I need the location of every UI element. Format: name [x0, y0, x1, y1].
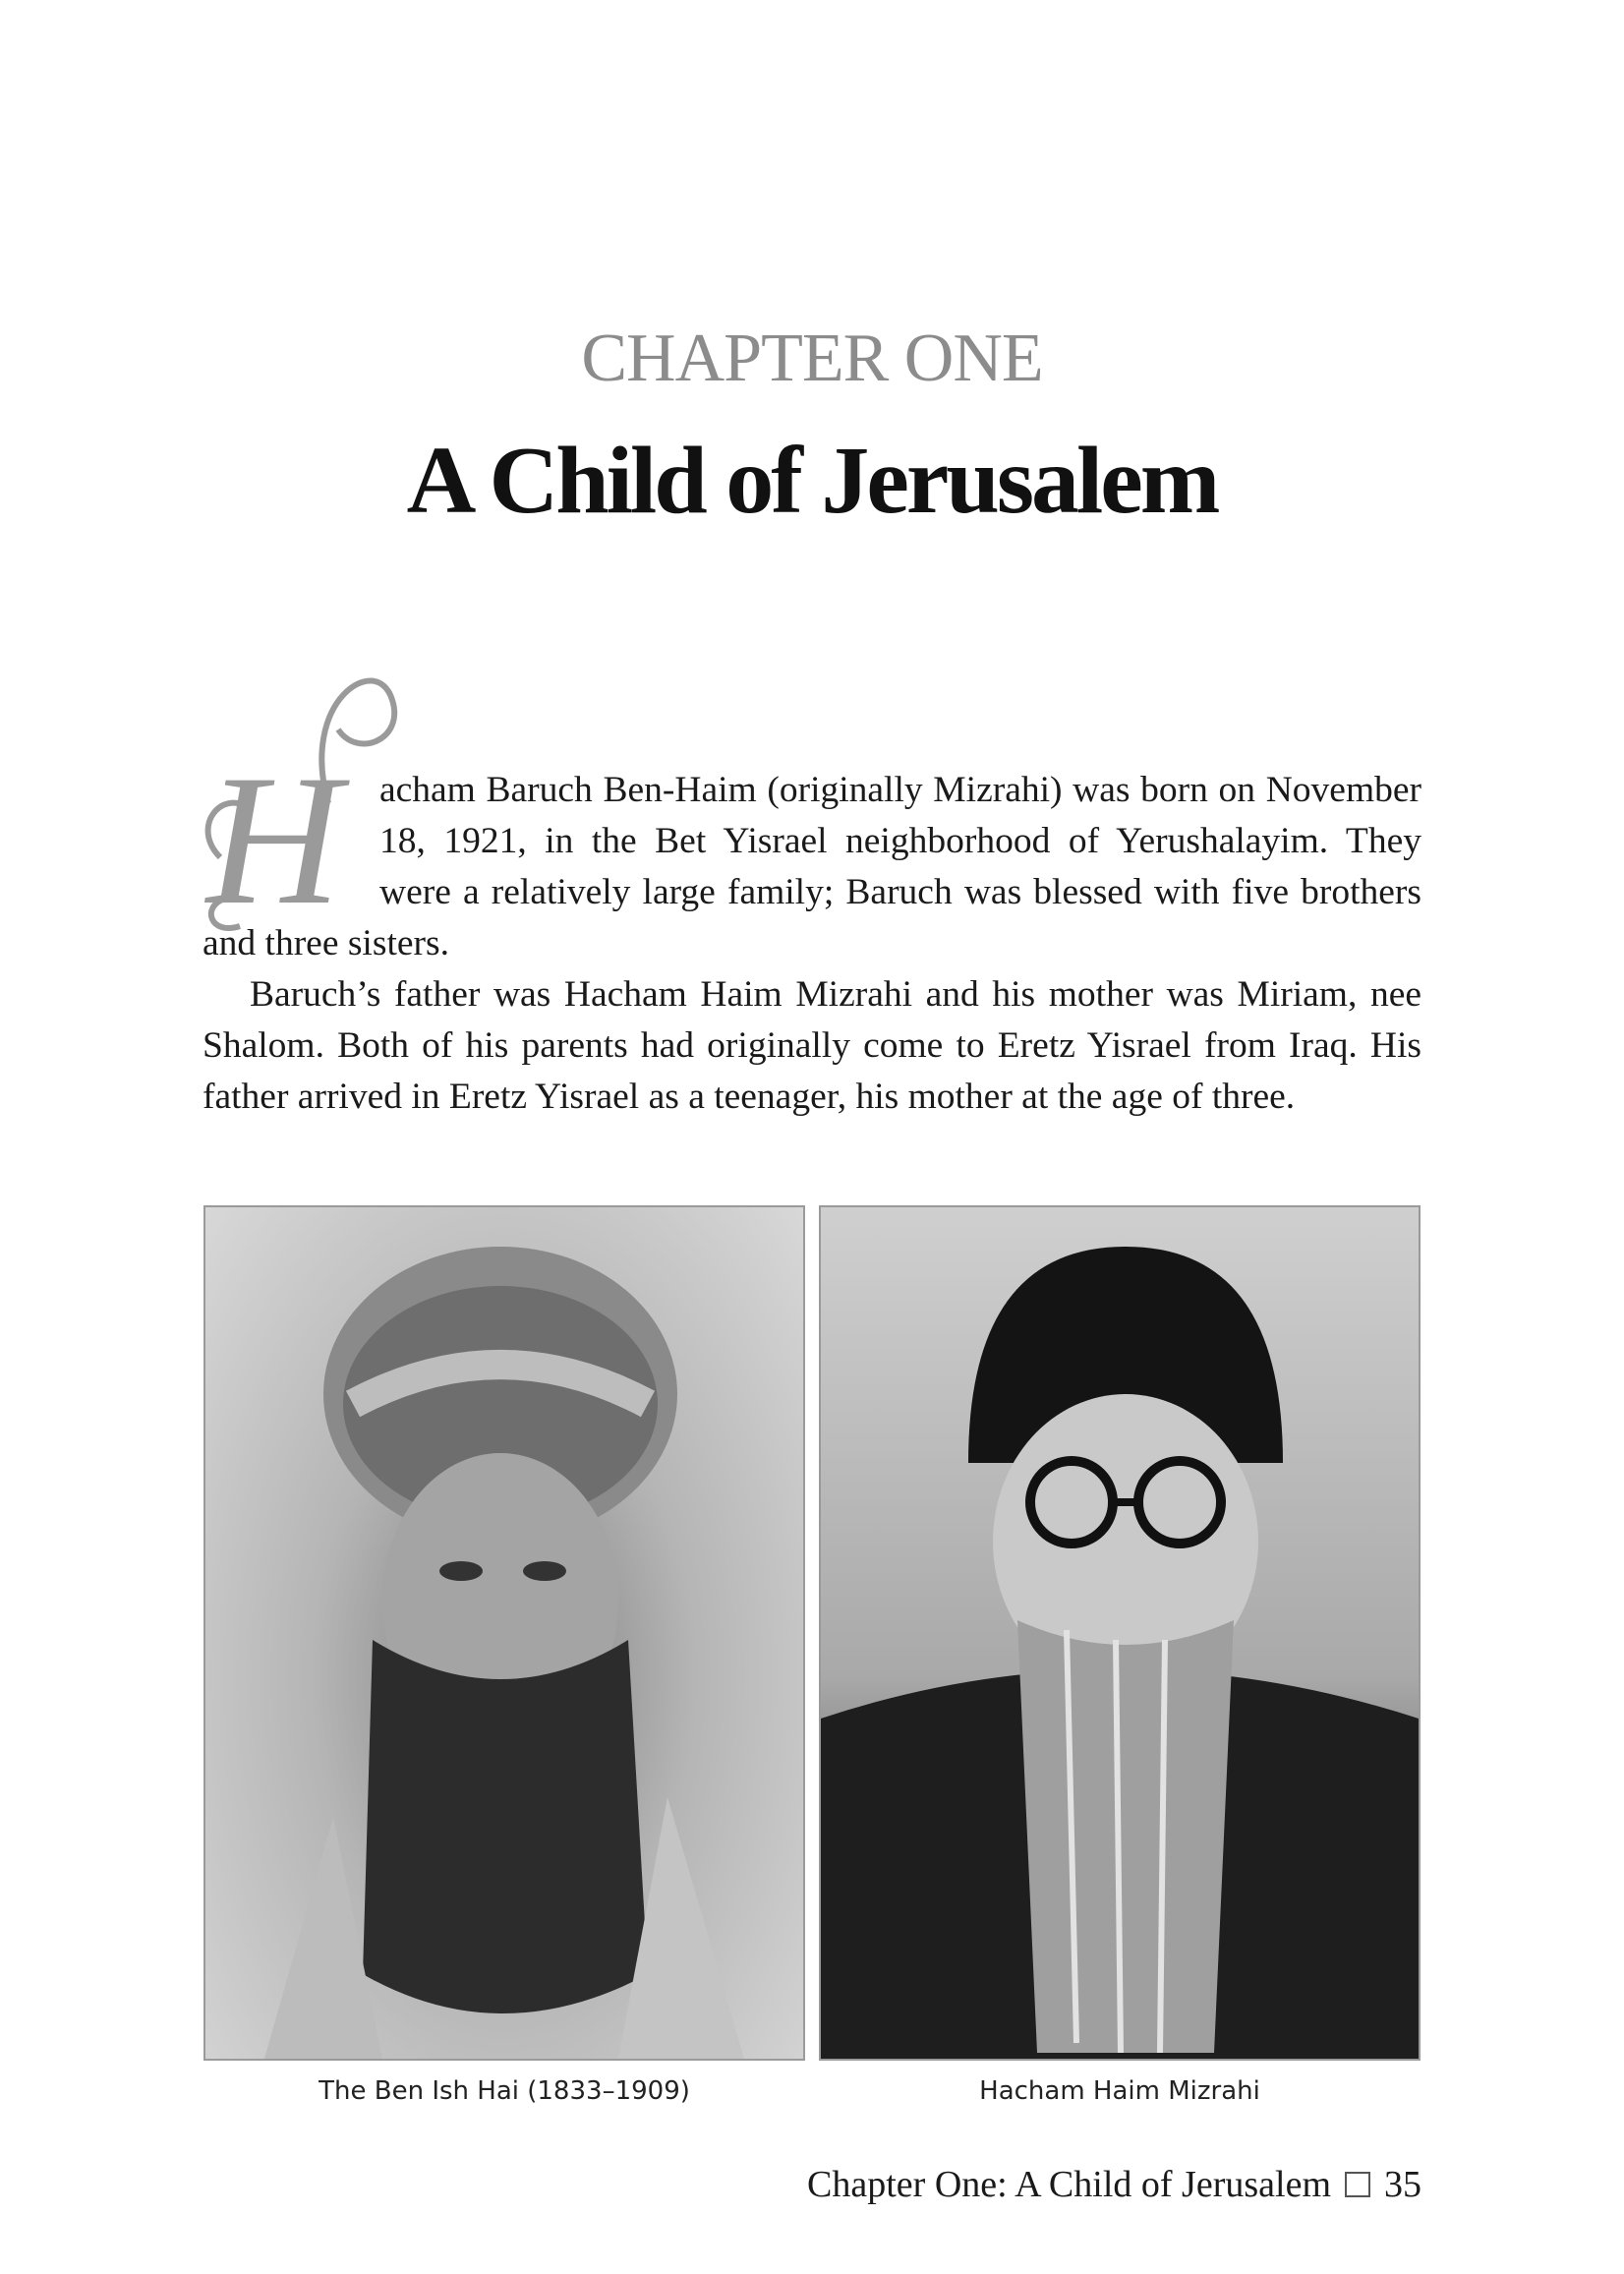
running-footer	[807, 2163, 1421, 2206]
paragraph-1-text: acham Baruch Ben-Haim (originally Mizrahi) was born on November 18, 1921, in the Bet Yisrael neighborhood of Yerushalayim. They were a relatively large family; Baruch was blessed with five brothers and three sisters.	[203, 770, 1421, 963]
chapter-title: A Child of Jerusalem	[406, 428, 1218, 534]
chapter-label: CHAPTER ONE	[581, 321, 1043, 396]
portrait-man-with-glasses-image	[821, 1207, 1419, 2059]
paragraph-2: Baruch’s father was Hacham Haim Mizrahi and his mother was Miriam, nee Shalom. Both of his parents had originally come to Eretz Yisrael from Iraq. His father arrived in Eretz Yisrael as a teenager, his mother at the age of three.	[203, 974, 1421, 1117]
photo-caption-right: Hacham Haim Mizrahi	[979, 2076, 1260, 2106]
paragraph-1	[203, 737, 1421, 969]
separator-box-icon	[1345, 2172, 1370, 2197]
dropcap	[203, 737, 372, 944]
running-title: Chapter One: A Child of Jerusalem	[807, 2164, 1331, 2205]
photo-caption-left: The Ben Ish Hai (1833–1909)	[319, 2076, 690, 2106]
photo-hacham-haim-mizrahi	[819, 1205, 1421, 2061]
photo-ben-ish-hai	[203, 1205, 805, 2061]
body-text	[203, 737, 1421, 1123]
page-number: 35	[1384, 2164, 1421, 2205]
dropcap-letter: H	[206, 737, 342, 944]
portrait-turbaned-man-image	[205, 1207, 803, 2059]
